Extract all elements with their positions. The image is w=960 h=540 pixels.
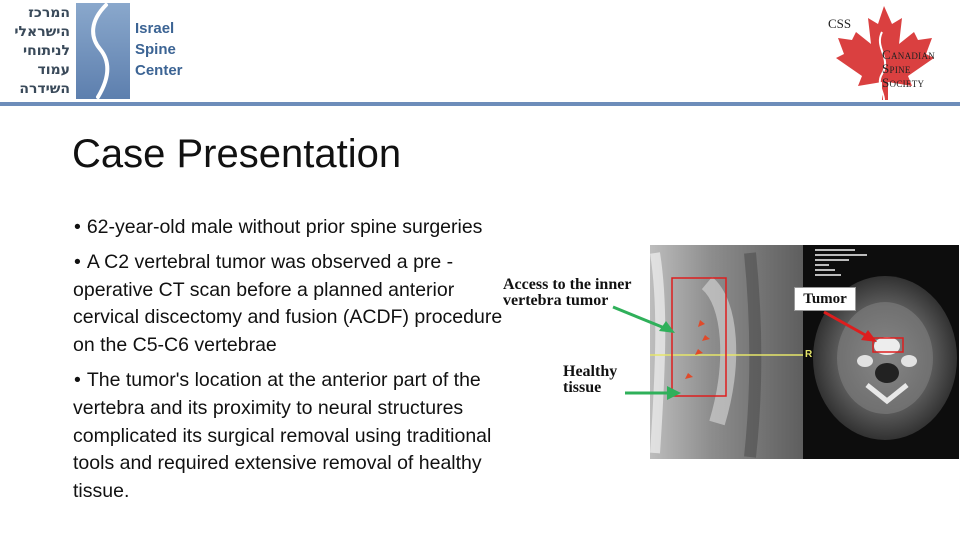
access-label xyxy=(503,277,631,309)
healthy-label-line: Healthy xyxy=(563,363,618,380)
list-item xyxy=(73,214,503,242)
css-logo-abbr: CSS xyxy=(828,16,852,31)
access-label-line: Access to the inner xyxy=(503,276,632,293)
healthy-label xyxy=(563,364,617,396)
bullet-list xyxy=(73,214,503,513)
css-logo-line: Canadian xyxy=(882,47,936,62)
healthy-label-line: tissue xyxy=(563,379,602,396)
bullet-text: The tumor's location at the anterior part of the vertebra and its proximity to neural structures complicated its surgical removal using traditional tools and required extensive removal of healthy tissue. xyxy=(73,368,492,503)
isc-logo-line: Center xyxy=(135,62,183,79)
hebrew-logo-text xyxy=(8,4,70,99)
ct-scan-figure xyxy=(495,243,960,463)
hebrew-logo-line: לניתוחי xyxy=(22,43,70,59)
css-logo-name xyxy=(882,48,935,90)
bullet-dot: • xyxy=(74,368,81,391)
hebrew-logo-line: הישראלי xyxy=(14,24,70,40)
hebrew-logo-line: השידרה xyxy=(19,81,70,97)
tumor-label: Tumor xyxy=(794,287,856,311)
css-logo-line: Society xyxy=(882,75,925,90)
hebrew-logo-line: המרכז xyxy=(28,5,70,21)
bullet-dot: • xyxy=(74,216,81,238)
orientation-marker: R xyxy=(805,349,813,360)
css-logo-line: Spine xyxy=(882,61,911,76)
isc-logo-text xyxy=(135,18,183,81)
hebrew-logo-line: עמוד xyxy=(37,62,70,78)
list-item xyxy=(73,249,503,360)
header-divider xyxy=(0,102,960,106)
bullet-text: 62-year-old male without prior spine surgeries xyxy=(86,216,483,238)
isc-logo-line: Spine xyxy=(135,41,176,58)
bullet-text: A C2 vertebral tumor was observed a pre -operative CT scan before a planned anterior cervical discectomy and fusion (ACDF) procedure on the C5-C6 vertebrae xyxy=(73,250,503,357)
isc-logo-line: Israel xyxy=(135,20,175,37)
isc-spine-logo-icon xyxy=(76,3,130,99)
page-title: Case Presentation xyxy=(72,132,402,176)
list-item xyxy=(73,367,503,506)
access-label-line: vertebra tumor xyxy=(503,292,609,309)
bullet-dot: • xyxy=(74,250,81,273)
